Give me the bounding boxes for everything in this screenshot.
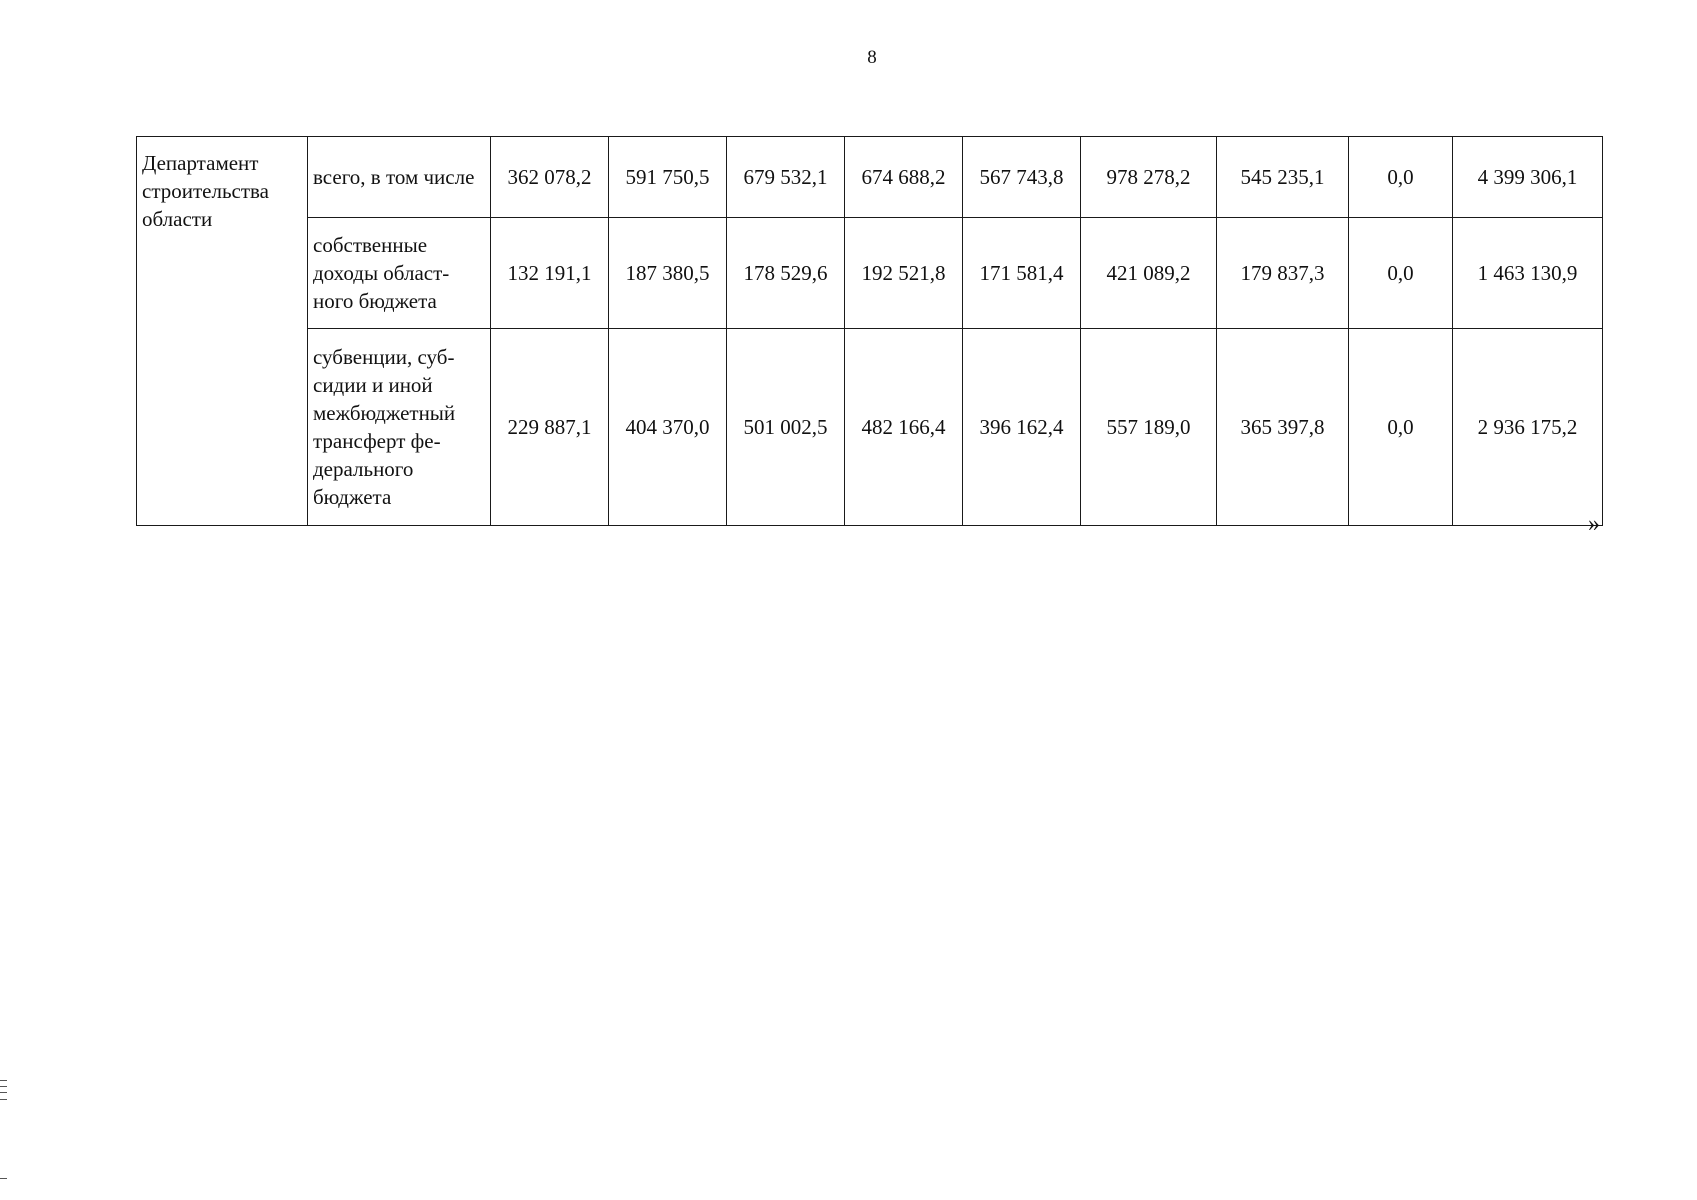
total-cell: 2 936 175,2 [1453, 329, 1603, 526]
value-cell: 501 002,5 [727, 329, 845, 526]
table-row [137, 137, 1603, 218]
value-cell: 178 529,6 [727, 218, 845, 329]
funding-source-cell: всего, в том числе [308, 137, 491, 218]
value-cell: 482 166,4 [845, 329, 963, 526]
value-cell: 192 521,8 [845, 218, 963, 329]
budget-table [136, 136, 1603, 526]
value-cell: 132 191,1 [491, 218, 609, 329]
value-cell: 404 370,0 [609, 329, 727, 526]
table-row [137, 329, 1603, 526]
value-cell: 171 581,4 [963, 218, 1081, 329]
value-cell: 0,0 [1349, 329, 1453, 526]
funding-source-cell: субвенции, суб-сидии и иной межбюджетный трансферт фе-дерального бюджета [308, 329, 491, 526]
margin-mark [0, 1092, 7, 1093]
value-cell: 557 189,0 [1081, 329, 1217, 526]
closing-quote: » [1588, 511, 1600, 537]
margin-mark [0, 1099, 7, 1100]
margin-mark [0, 1080, 7, 1081]
department-cell: Департамент строительства области [137, 137, 308, 526]
total-cell: 1 463 130,9 [1453, 218, 1603, 329]
value-cell: 591 750,5 [609, 137, 727, 218]
value-cell: 365 397,8 [1217, 329, 1349, 526]
value-cell: 229 887,1 [491, 329, 609, 526]
value-cell: 362 078,2 [491, 137, 609, 218]
value-cell: 545 235,1 [1217, 137, 1349, 218]
value-cell: 978 278,2 [1081, 137, 1217, 218]
funding-source-cell: собственные доходы област-ного бюджета [308, 218, 491, 329]
value-cell: 179 837,3 [1217, 218, 1349, 329]
value-cell: 679 532,1 [727, 137, 845, 218]
value-cell: 567 743,8 [963, 137, 1081, 218]
total-cell: 4 399 306,1 [1453, 137, 1603, 218]
margin-mark [0, 1178, 7, 1179]
value-cell: 674 688,2 [845, 137, 963, 218]
page-number: 8 [867, 47, 877, 68]
margin-mark [0, 1086, 7, 1087]
value-cell: 0,0 [1349, 137, 1453, 218]
value-cell: 187 380,5 [609, 218, 727, 329]
value-cell: 396 162,4 [963, 329, 1081, 526]
table-row [137, 218, 1603, 329]
value-cell: 0,0 [1349, 218, 1453, 329]
value-cell: 421 089,2 [1081, 218, 1217, 329]
